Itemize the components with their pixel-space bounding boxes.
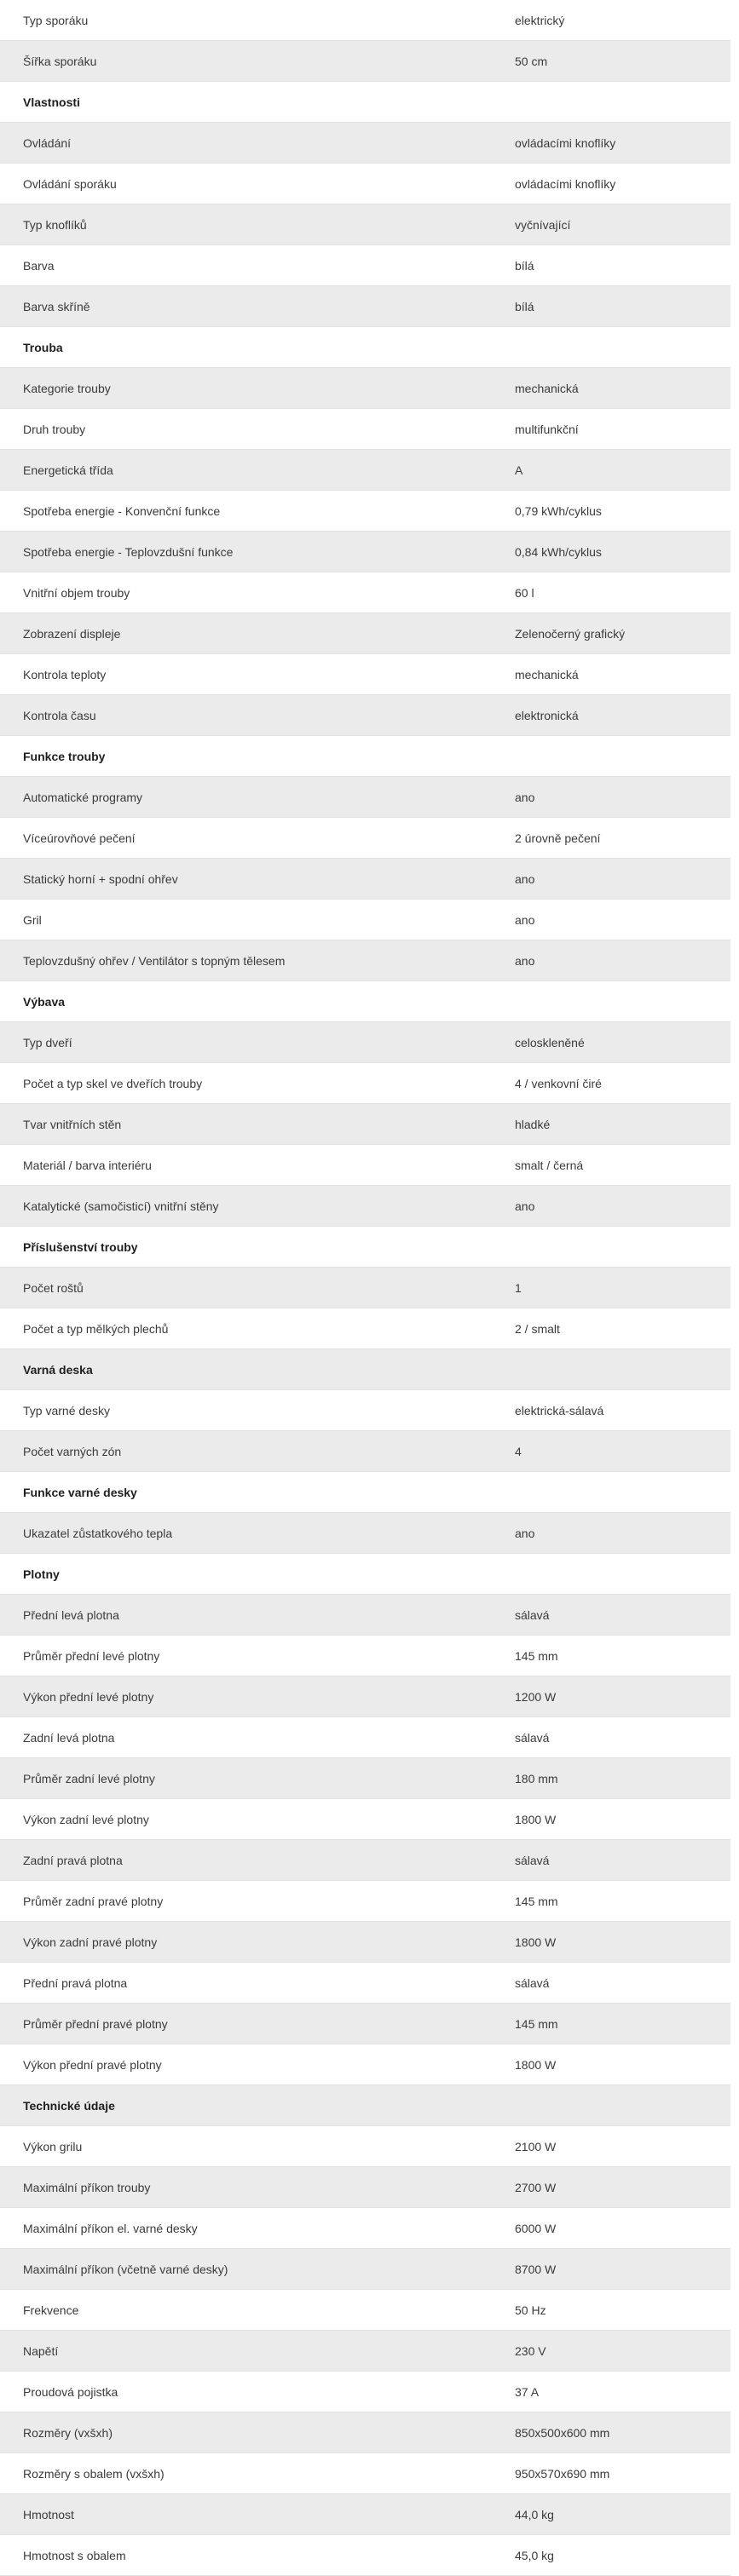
spec-row bbox=[0, 818, 730, 859]
spec-row bbox=[0, 2331, 730, 2372]
spec-row bbox=[0, 859, 730, 900]
spec-label: Katalytické (samočisticí) vnitřní stěny bbox=[23, 1199, 219, 1213]
spec-row bbox=[0, 1963, 730, 2004]
spec-value: ano bbox=[515, 1199, 535, 1213]
spec-row bbox=[0, 1308, 730, 1349]
spec-value: sálavá bbox=[515, 1975, 550, 1990]
spec-row bbox=[0, 2208, 730, 2249]
spec-value: sálavá bbox=[515, 1607, 550, 1622]
spec-label: Výkon zadní pravé plotny bbox=[23, 1935, 158, 1949]
spec-row bbox=[0, 1922, 730, 1963]
spec-value: 1200 W bbox=[515, 1689, 557, 1704]
spec-label: Kontrola teploty bbox=[23, 667, 107, 681]
section-header bbox=[0, 981, 730, 1022]
spec-label: Barva skříně bbox=[23, 299, 90, 313]
section-title: Technické údaje bbox=[23, 2098, 115, 2113]
spec-value: bílá bbox=[515, 299, 534, 313]
spec-label: Průměr přední levé plotny bbox=[23, 1648, 160, 1663]
spec-row bbox=[0, 613, 730, 654]
spec-label: Hmotnost bbox=[23, 2507, 74, 2521]
spec-row bbox=[0, 1022, 730, 1063]
spec-label: Víceúrovňové pečení bbox=[23, 831, 136, 845]
spec-value: mechanická bbox=[515, 667, 579, 681]
spec-value: 4 / venkovní čiré bbox=[515, 1076, 602, 1090]
spec-row bbox=[0, 2167, 730, 2208]
spec-row bbox=[0, 2535, 730, 2576]
section-header bbox=[0, 1554, 730, 1595]
spec-label: Proudová pojistka bbox=[23, 2384, 118, 2399]
spec-label: Frekvence bbox=[23, 2303, 79, 2317]
spec-value: ovládacími knoflíky bbox=[515, 176, 616, 191]
spec-row bbox=[0, 450, 730, 491]
spec-label: Maximální příkon el. varné desky bbox=[23, 2221, 198, 2235]
spec-value: vyčnívající bbox=[515, 217, 571, 232]
spec-label: Ukazatel zůstatkového tepla bbox=[23, 1526, 173, 1540]
section-header bbox=[0, 327, 730, 368]
spec-label: Typ sporáku bbox=[23, 13, 89, 27]
spec-value: 2100 W bbox=[515, 2139, 557, 2153]
spec-value: 60 l bbox=[515, 585, 534, 600]
spec-value: 950x570x690 mm bbox=[515, 2466, 610, 2481]
spec-label: Počet roštů bbox=[23, 1280, 84, 1295]
section-title: Příslušenství trouby bbox=[23, 1239, 138, 1254]
spec-row bbox=[0, 1268, 730, 1308]
spec-label: Typ dveří bbox=[23, 1035, 72, 1049]
spec-label: Maximální příkon (včetně varné desky) bbox=[23, 2262, 228, 2276]
spec-label: Teplovzdušný ohřev / Ventilátor s topným tělesem bbox=[23, 953, 286, 968]
spec-row bbox=[0, 654, 730, 695]
spec-row bbox=[0, 1145, 730, 1186]
spec-row bbox=[0, 2290, 730, 2331]
spec-value: 145 mm bbox=[515, 2016, 558, 2031]
spec-label: Napětí bbox=[23, 2343, 59, 2358]
spec-label: Kategorie trouby bbox=[23, 381, 111, 395]
spec-value: 0,84 kWh/cyklus bbox=[515, 544, 602, 559]
section-title: Výbava bbox=[23, 994, 66, 1009]
section-title: Plotny bbox=[23, 1567, 60, 1581]
spec-value: ano bbox=[515, 1526, 535, 1540]
spec-row bbox=[0, 123, 730, 164]
spec-row bbox=[0, 2249, 730, 2290]
spec-row bbox=[0, 2412, 730, 2453]
spec-row bbox=[0, 204, 730, 245]
spec-row bbox=[0, 2372, 730, 2412]
spec-label: Ovládání sporáku bbox=[23, 176, 117, 191]
spec-row bbox=[0, 1881, 730, 1922]
spec-label: Rozměry s obalem (vxšxh) bbox=[23, 2466, 165, 2481]
section-header bbox=[0, 1472, 730, 1513]
spec-row bbox=[0, 1717, 730, 1758]
spec-value: ano bbox=[515, 953, 535, 968]
spec-row bbox=[0, 1390, 730, 1431]
spec-label: Přední levá plotna bbox=[23, 1607, 119, 1622]
spec-label: Spotřeba energie - Teplovzdušní funkce bbox=[23, 544, 234, 559]
section-title: Funkce varné desky bbox=[23, 1485, 137, 1499]
spec-row bbox=[0, 286, 730, 327]
spec-row bbox=[0, 1063, 730, 1104]
spec-row bbox=[0, 41, 730, 82]
spec-value: ano bbox=[515, 790, 535, 804]
section-header bbox=[0, 82, 730, 123]
spec-value: elektrická-sálavá bbox=[515, 1403, 604, 1417]
spec-label: Počet a typ mělkých plechů bbox=[23, 1321, 169, 1336]
spec-label: Výkon zadní levé plotny bbox=[23, 1812, 149, 1826]
spec-value: sálavá bbox=[515, 1730, 550, 1745]
section-title: Vlastnosti bbox=[23, 95, 80, 109]
spec-label: Statický horní + spodní ohřev bbox=[23, 871, 178, 886]
spec-value: smalt / černá bbox=[515, 1158, 584, 1172]
section-title: Funkce trouby bbox=[23, 749, 106, 763]
spec-value: 37 A bbox=[515, 2384, 540, 2399]
spec-row bbox=[0, 777, 730, 818]
spec-value: hladké bbox=[515, 1117, 551, 1131]
spec-row bbox=[0, 245, 730, 286]
spec-value: 1800 W bbox=[515, 1812, 557, 1826]
spec-value: A bbox=[515, 463, 523, 477]
section-header bbox=[0, 736, 730, 777]
spec-row bbox=[0, 368, 730, 409]
spec-row bbox=[0, 1595, 730, 1636]
spec-label: Automatické programy bbox=[23, 790, 143, 804]
spec-value: 2 / smalt bbox=[515, 1321, 560, 1336]
spec-label: Typ varné desky bbox=[23, 1403, 110, 1417]
spec-row bbox=[0, 1104, 730, 1145]
section-header bbox=[0, 1227, 730, 1268]
spec-label: Výkon přední levé plotny bbox=[23, 1689, 154, 1704]
spec-row bbox=[0, 1186, 730, 1227]
spec-label: Rozměry (vxšxh) bbox=[23, 2425, 113, 2440]
spec-label: Šířka sporáku bbox=[23, 54, 97, 68]
spec-label: Ovládání bbox=[23, 135, 72, 150]
spec-value: 1 bbox=[515, 1280, 522, 1295]
spec-value: bílá bbox=[515, 258, 534, 273]
spec-label: Vnitřní objem trouby bbox=[23, 585, 130, 600]
section-title: Trouba bbox=[23, 340, 63, 354]
spec-row bbox=[0, 1636, 730, 1676]
spec-label: Kontrola času bbox=[23, 708, 96, 722]
spec-label: Typ knoflíků bbox=[23, 217, 87, 232]
spec-value: 44,0 kg bbox=[515, 2507, 554, 2521]
spec-label: Výkon přední pravé plotny bbox=[23, 2057, 162, 2072]
spec-row bbox=[0, 491, 730, 532]
spec-value: sálavá bbox=[515, 1853, 550, 1867]
spec-row bbox=[0, 2004, 730, 2044]
spec-value: 2700 W bbox=[515, 2180, 557, 2194]
spec-value: 0,79 kWh/cyklus bbox=[515, 503, 602, 518]
spec-row bbox=[0, 2453, 730, 2494]
spec-label: Spotřeba energie - Konvenční funkce bbox=[23, 503, 221, 518]
section-header bbox=[0, 1349, 730, 1390]
spec-row bbox=[0, 1676, 730, 1717]
spec-label: Průměr zadní pravé plotny bbox=[23, 1894, 164, 1908]
spec-label: Gril bbox=[23, 912, 42, 927]
spec-row bbox=[0, 532, 730, 572]
spec-label: Přední pravá plotna bbox=[23, 1975, 128, 1990]
spec-label: Zobrazení displeje bbox=[23, 626, 121, 641]
spec-value: 4 bbox=[515, 1444, 522, 1458]
spec-value: 145 mm bbox=[515, 1894, 558, 1908]
spec-value: ovládacími knoflíky bbox=[515, 135, 616, 150]
spec-row bbox=[0, 695, 730, 736]
spec-value: 50 Hz bbox=[515, 2303, 546, 2317]
spec-row bbox=[0, 1758, 730, 1799]
spec-row bbox=[0, 164, 730, 204]
spec-row bbox=[0, 900, 730, 940]
spec-label: Tvar vnitřních stěn bbox=[23, 1117, 122, 1131]
spec-value: 45,0 kg bbox=[515, 2548, 554, 2562]
spec-label: Počet a typ skel ve dveřích trouby bbox=[23, 1076, 203, 1090]
spec-row bbox=[0, 2494, 730, 2535]
spec-row bbox=[0, 2044, 730, 2085]
spec-value: 180 mm bbox=[515, 1771, 558, 1785]
spec-value: mechanická bbox=[515, 381, 579, 395]
spec-value: 8700 W bbox=[515, 2262, 557, 2276]
spec-row bbox=[0, 409, 730, 450]
spec-label: Zadní levá plotna bbox=[23, 1730, 115, 1745]
spec-label: Průměr zadní levé plotny bbox=[23, 1771, 155, 1785]
spec-row bbox=[0, 572, 730, 613]
spec-value: elektrický bbox=[515, 13, 565, 27]
spec-row bbox=[0, 1840, 730, 1881]
spec-row bbox=[0, 940, 730, 981]
spec-value: celoskleněné bbox=[515, 1035, 585, 1049]
spec-value: multifunkční bbox=[515, 422, 579, 436]
spec-value: 2 úrovně pečení bbox=[515, 831, 601, 845]
spec-row bbox=[0, 1799, 730, 1840]
spec-label: Barva bbox=[23, 258, 55, 273]
spec-label: Materiál / barva interiéru bbox=[23, 1158, 152, 1172]
spec-value: ano bbox=[515, 871, 535, 886]
spec-label: Zadní pravá plotna bbox=[23, 1853, 123, 1867]
section-header bbox=[0, 2085, 730, 2126]
spec-row bbox=[0, 1513, 730, 1554]
spec-value: 50 cm bbox=[515, 54, 548, 68]
spec-value: 145 mm bbox=[515, 1648, 558, 1663]
spec-value: 230 V bbox=[515, 2343, 546, 2358]
spec-label: Výkon grilu bbox=[23, 2139, 83, 2153]
section-title: Varná deska bbox=[23, 1362, 93, 1377]
spec-value: 6000 W bbox=[515, 2221, 557, 2235]
spec-value: elektronická bbox=[515, 708, 579, 722]
spec-value: 850x500x600 mm bbox=[515, 2425, 610, 2440]
spec-value: Zelenočerný grafický bbox=[515, 626, 626, 641]
spec-value: ano bbox=[515, 912, 535, 927]
spec-row bbox=[0, 2126, 730, 2167]
spec-row bbox=[0, 1431, 730, 1472]
spec-label: Průměr přední pravé plotny bbox=[23, 2016, 168, 2031]
spec-label: Energetická třída bbox=[23, 463, 113, 477]
spec-label: Počet varných zón bbox=[23, 1444, 122, 1458]
spec-value: 1800 W bbox=[515, 1935, 557, 1949]
spec-value: 1800 W bbox=[515, 2057, 557, 2072]
spec-label: Maximální příkon trouby bbox=[23, 2180, 151, 2194]
spec-label: Druh trouby bbox=[23, 422, 86, 436]
spec-row bbox=[0, 0, 730, 41]
spec-label: Hmotnost s obalem bbox=[23, 2548, 126, 2562]
